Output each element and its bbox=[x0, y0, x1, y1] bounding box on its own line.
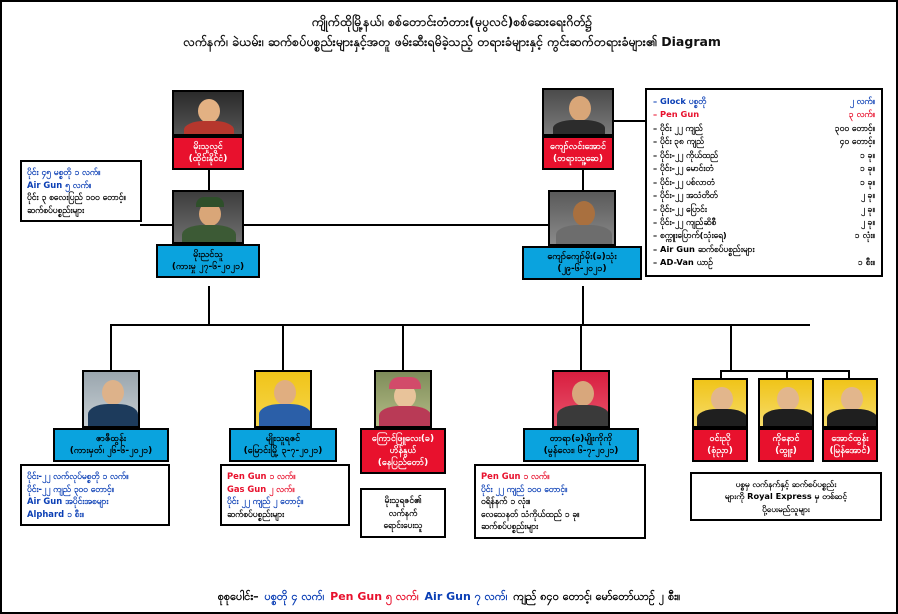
totals-pengun: Pen Gun ၅ လက်၊ bbox=[330, 590, 419, 603]
right-note-line: ပို့ပေးမည်သူများ bbox=[762, 503, 810, 514]
person-sub: (စုံညှာ) bbox=[707, 446, 733, 457]
person-node-b1 bbox=[69, 370, 153, 462]
weapon-label: ပိုင်း-၂၂ အသံတိတ် bbox=[660, 190, 718, 201]
person-caption bbox=[172, 136, 244, 170]
connector bbox=[110, 324, 112, 370]
avatar bbox=[692, 378, 748, 428]
person-caption bbox=[156, 244, 260, 278]
connector bbox=[720, 370, 722, 378]
person-caption bbox=[692, 428, 748, 462]
weapon-row: – ပိုင်း-၂၂ ကျည်ဆိစီ ၂ ခု။ bbox=[653, 216, 875, 229]
totals-footer bbox=[2, 590, 896, 606]
right-note-box bbox=[690, 472, 882, 521]
totals-pistols: ပစ္စတို ၄ လက်၊ bbox=[264, 590, 325, 603]
weapon-row: – Pen Gun ၃ လက်။ bbox=[653, 108, 875, 121]
connector bbox=[208, 224, 584, 226]
b3-line: ရောင်းပေးသူ bbox=[383, 520, 423, 531]
title-line-2: လက်နက်၊ ခဲယမ်း၊ ဆက်စပ်ပစ္စည်းများနှင့်အတူ ဖမ်းဆီးရမိခဲ့သည့် တရားခံများနှင့် ကွင်းဆက်တရားခံများ၏ Diagram bbox=[183, 34, 721, 49]
weapon-label: ပိုင်း-၂၂ ပြောင်း bbox=[660, 203, 707, 214]
weapon-qty: ၁ စီး။ bbox=[858, 257, 875, 268]
connector bbox=[110, 324, 810, 326]
b3-line: လက်နက် bbox=[388, 507, 418, 518]
b4-line: လေသေနတ် သံကိုယ်ထည် ၁ ခု။ bbox=[481, 508, 580, 519]
title-line-1: ကျိုက်ထိုမြို့နယ်၊ စစ်တောင်းတံတား(မုပွလင်)စစ်ဆေးရေးဂိတ်၌ bbox=[311, 14, 593, 29]
person-sub: (၂၉-၆-၂၀၂၁) bbox=[557, 264, 607, 275]
person-node-mid-right bbox=[548, 190, 616, 280]
weapon-qty: ၂ ခု။ bbox=[860, 203, 875, 214]
b2-line: ဆက်စပ်ပစ္စည်းများ bbox=[227, 508, 285, 519]
weapon-qty: ၁ ခု။ bbox=[860, 163, 875, 174]
person-name: မျိုးသူရဇင် bbox=[265, 434, 301, 444]
weapon-qty: ၁ ခု။ bbox=[860, 149, 875, 160]
person-sub: (တရားသူ့ဆေ) bbox=[552, 154, 604, 165]
weapon-label: ပိုင်း-၂၂ ကိုယ်ထည် bbox=[660, 149, 719, 160]
weapon-qty: ၂ ခု။ bbox=[860, 190, 875, 201]
person-caption bbox=[822, 428, 878, 462]
person-node-top-right bbox=[542, 88, 614, 170]
person-caption bbox=[229, 428, 337, 462]
avatar bbox=[548, 190, 616, 246]
totals-airgun: Air Gun ၇ လက်၊ bbox=[424, 590, 508, 603]
b1-line: Alphard ၁ စီး။ bbox=[27, 508, 85, 519]
weapon-qty: ၄၀ တောင့်။ bbox=[839, 136, 875, 147]
person-node-r2 bbox=[758, 378, 814, 462]
weapon-label: ပိုင်း ၃၈ ကျည် bbox=[660, 136, 705, 147]
weapon-label: Glock ပစ္စတို bbox=[660, 96, 707, 106]
connector bbox=[730, 324, 732, 370]
avatar bbox=[82, 370, 140, 428]
connector bbox=[786, 370, 788, 378]
person-sub2: (နေပြည်တော်) bbox=[377, 458, 429, 469]
weapon-row: – ပိုင်း-၂၂ ပစ်လာတံ ၁ ခု။ bbox=[653, 176, 875, 189]
weapon-row: – AD-Van ယာဉ် ၁ စီး။ bbox=[653, 256, 875, 269]
person-node-b2 bbox=[243, 370, 323, 462]
person-caption bbox=[522, 246, 642, 280]
weapon-row: – ပိုင်း ၂၂ ကျည် ၃၀၀ တောင့်။ bbox=[653, 122, 875, 135]
person-name: မိုးညင်သူ bbox=[193, 250, 223, 260]
weapon-label: စက္ကူးပြောက်(သုံးရေ) bbox=[660, 230, 727, 241]
weapon-row: – စက္ကူးပြောက်(သုံးရေ) ၁ လုံး။ bbox=[653, 229, 875, 242]
person-sub: (မြောင်းမြို့ ၃-၇-၂၀၂၁) bbox=[243, 446, 323, 457]
weapon-row: – Air Gun ဆက်စပ်ပစ္စည်းများ bbox=[653, 243, 755, 254]
person-sub: ဟိန်နွယ် bbox=[389, 446, 417, 457]
left-box-line: Air Gun ၅ လက်။ bbox=[27, 179, 92, 190]
left-weapon-box bbox=[20, 160, 142, 222]
weapon-label: ပိုင်း-၂၂ ပစ်လာတံ bbox=[660, 176, 715, 187]
weapon-qty: ၃၀၀ တောင့်။ bbox=[835, 122, 875, 133]
connector bbox=[580, 324, 582, 370]
person-sub: (မွန်လေး၊ ၆-၇-၂၀၂၁) bbox=[543, 446, 619, 457]
b3-line: မိုးသူရဇင်၏ bbox=[384, 495, 422, 505]
weapon-qty: ၁ ခု။ bbox=[860, 176, 875, 187]
person-sub: (ကားမှု ၂၇-၆-၂၀၂၁) bbox=[171, 262, 245, 273]
person-caption bbox=[360, 428, 446, 474]
avatar bbox=[758, 378, 814, 428]
person-node-top-left bbox=[172, 90, 244, 170]
person-name: ကိုနောင် bbox=[772, 434, 800, 444]
weapon-row: – ပိုင်း-၂၂ အသံတိတ် ၂ ခု။ bbox=[653, 189, 875, 202]
person-node-b3 bbox=[371, 370, 435, 474]
weapon-row: – ပိုင်း ၃၈ ကျည် ၄၀ တောင့်။ bbox=[653, 135, 875, 148]
connector bbox=[282, 324, 284, 370]
person-name: ဝင်းညို bbox=[709, 434, 731, 444]
b1-line: ပိုင်း-၂၂ လက်လုပ်မစ္စတို ၁ လက်။ bbox=[27, 471, 129, 481]
weapon-label: ပိုင်း ၂၂ ကျည် bbox=[660, 122, 703, 133]
right-note-line: များကို Royal Express မှ တစ်ဆင့် bbox=[724, 491, 848, 502]
connector bbox=[208, 286, 210, 324]
totals-rest: ကျည် ၈၄၀ တောင့်၊ မော်တော်ယာဉ် ၂ စီး။ bbox=[513, 590, 681, 603]
b4-line: ပိုင်း ၂၂ ကျည် ၁၀၀ တောင့်။ bbox=[481, 483, 568, 494]
person-name: အောင်ထွန်း bbox=[831, 434, 869, 444]
connector bbox=[720, 370, 850, 372]
weapon-row: – ပိုင်း-၂၂ ပြောင်း ၂ ခု။ bbox=[653, 203, 875, 216]
totals-prefix: စုစုပေါင်း– bbox=[217, 590, 259, 603]
left-box-line: ပိုင်း ၄၅ မစ္စတို ၁ လက်။ bbox=[27, 167, 101, 177]
person-sub: (ကားမှတ်၊ ၂၆-၆-၂၀၂၁) bbox=[69, 446, 153, 457]
person-name: ကြောင်ဖြူလေး(ခ) bbox=[371, 434, 435, 444]
left-box-line: ပိုင်း ၃ စလေးပြည် ၁၀၀ တောင့်။ bbox=[27, 192, 126, 203]
right-note-line: ပစ္စမှ လက်နက်နှင့် ဆက်စပ်ပစ္စည်း bbox=[735, 479, 837, 489]
b4-line: ဝရိန်နက် ၁ လုံး။ bbox=[481, 496, 531, 507]
avatar bbox=[542, 88, 614, 136]
b2-line: Gas Gun ၂ လက်။ bbox=[227, 483, 295, 494]
person-name: ကျော်လင်းအောင် bbox=[549, 142, 607, 152]
left-box-line: ဆက်စပ်ပစ္စည်းများ bbox=[27, 204, 85, 215]
avatar bbox=[552, 370, 610, 428]
avatar bbox=[172, 190, 244, 244]
weapon-qty: ၁ လုံး။ bbox=[855, 230, 875, 241]
person-node-b4 bbox=[543, 370, 619, 462]
b2-weapon-box bbox=[220, 464, 350, 526]
b4-weapon-box bbox=[474, 464, 646, 539]
b2-line: ပိုင်း ၂၂ ကျည် ၂ တောင့်။ bbox=[227, 496, 304, 507]
person-sub: (ထိုင်းနိုင်ငံ) bbox=[188, 154, 228, 165]
person-caption bbox=[758, 428, 814, 462]
person-node-r3 bbox=[822, 378, 878, 462]
b2-line: Pen Gun ၁ လက်။ bbox=[227, 471, 296, 481]
avatar bbox=[822, 378, 878, 428]
b4-line: ဆက်စပ်ပစ္စည်းများ bbox=[481, 521, 539, 532]
person-name: ကျော်ကျော်မိုး(ခ)သုံး bbox=[547, 252, 617, 262]
avatar bbox=[172, 90, 244, 136]
connector bbox=[848, 370, 850, 378]
weapon-label: Pen Gun bbox=[660, 109, 700, 120]
weapon-label: AD-Van ယာဉ် bbox=[660, 257, 713, 268]
weapon-label: ပိုင်း-၂၂ ကျည်ဆိစီ bbox=[660, 216, 717, 227]
person-caption bbox=[523, 428, 639, 462]
weapon-qty: ၂ လက်။ bbox=[849, 96, 875, 106]
weapon-label: ပိုင်း-၂၂ မောင်းတံ bbox=[660, 163, 714, 174]
weapon-qty: ၂ ခု။ bbox=[860, 216, 875, 227]
b4-line: Pen Gun ၁ လက်။ bbox=[481, 471, 550, 481]
b1-line: Air Gun အပိုင်းအစများ bbox=[27, 496, 109, 507]
b1-weapon-box bbox=[20, 464, 170, 526]
weapon-summary-list bbox=[645, 88, 883, 277]
connector bbox=[613, 120, 645, 122]
weapon-qty: ၃ လက်။ bbox=[849, 109, 875, 120]
page-title bbox=[62, 12, 842, 52]
connector bbox=[582, 286, 584, 324]
weapon-row: – ပိုင်း-၂၂ ကိုယ်ထည် ၁ ခု။ bbox=[653, 149, 875, 162]
avatar bbox=[254, 370, 312, 428]
weapon-row: – Glock ပစ္စတို ၂ လက်။ bbox=[653, 95, 875, 108]
person-name: မိုးသူလွင် bbox=[193, 142, 223, 152]
person-sub: (မြန်အောင်) bbox=[829, 446, 871, 457]
person-name: တာရာ(ခ)မျိုးကိုကို bbox=[549, 434, 613, 444]
b1-line: ပိုင်း-၂၂ ကျည် ၃၀၀ တောင့်။ bbox=[27, 483, 115, 494]
person-node-r1 bbox=[692, 378, 748, 462]
person-sub: (ထွူး) bbox=[775, 446, 797, 457]
b3-note-box bbox=[360, 488, 446, 538]
connector bbox=[402, 324, 404, 370]
avatar bbox=[374, 370, 432, 428]
person-caption bbox=[53, 428, 169, 462]
person-name: ဇာဇီထွန်း bbox=[95, 434, 127, 444]
weapon-label: Air Gun ဆက်စပ်ပစ္စည်းများ bbox=[660, 243, 755, 254]
weapon-row: – ပိုင်း-၂၂ မောင်းတံ ၁ ခု။ bbox=[653, 162, 875, 175]
person-node-mid-left bbox=[172, 190, 244, 278]
person-caption bbox=[542, 136, 614, 170]
